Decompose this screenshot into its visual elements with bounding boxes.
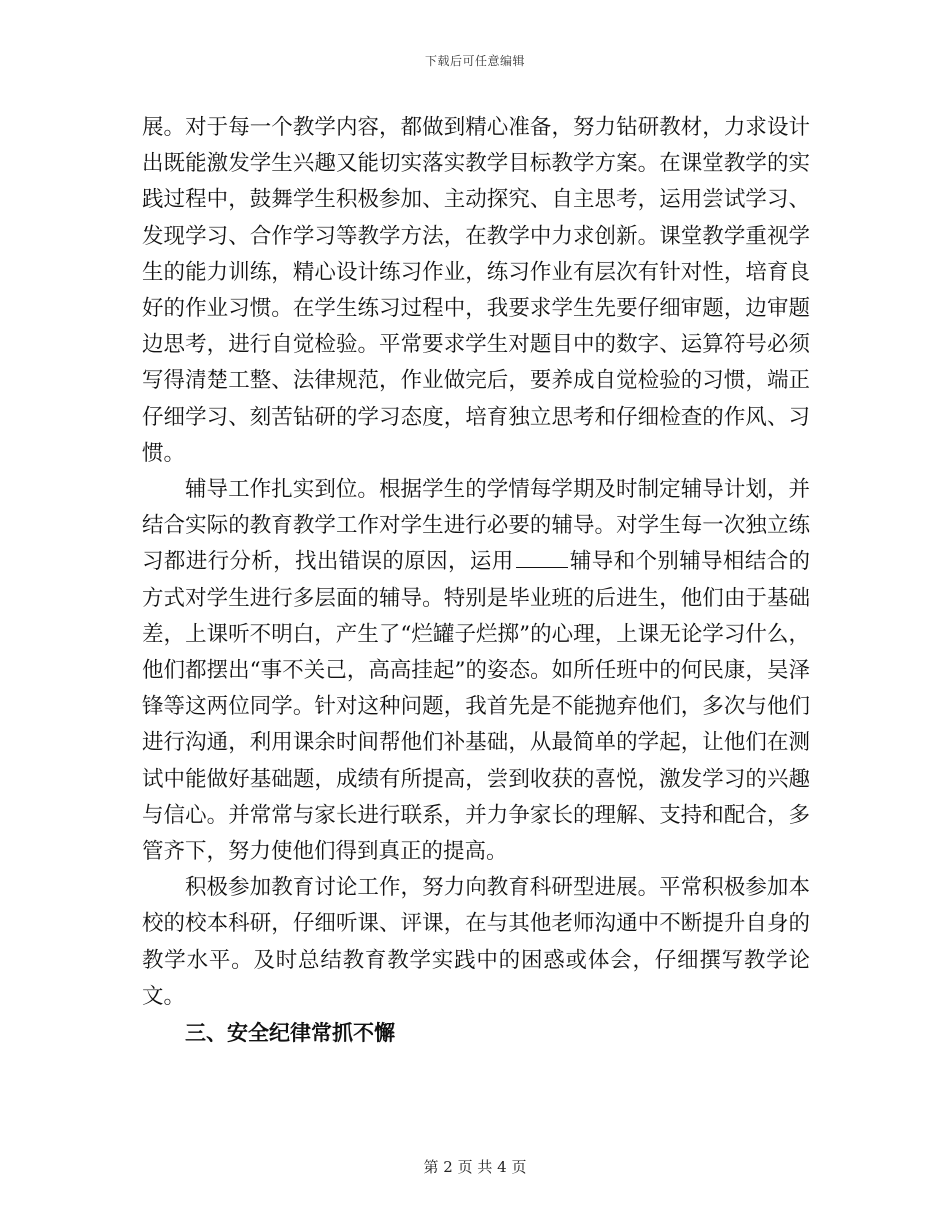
page-number-footer: 第 2 页 共 4 页 — [423, 1158, 527, 1176]
paragraph-tutoring-part2: 辅导和个别辅导相结合的方式对学生进行多层面的辅导。特别是毕业班的后进生，他们由于基础差，上课听不明白，产生了“烂罐子烂掷”的心理，上课无论学习什么，他们都摆出“事不关己，高高挂起”的姿态。如所任班中的何民康，吴泽锋等这两位同学。针对这种问题，我首先是不能抛弃他们，多次与他们进行沟通，利用课余时间帮他们补基础，从最简单的学起，让他们在测试中能做好基础题，成绩有所提高，尝到收获的喜悦，激发学习的兴趣与信心。并常常与家长进行联系，并力争家长的理解、支持和配合，多管齐下，努力使他们得到真正的提高。 — [142, 549, 810, 865]
fill-in-blank — [516, 547, 568, 568]
page-header-note: 下载后可任意编辑 — [424, 54, 525, 68]
section-heading-safety: 三、安全纪律常抓不懈 — [185, 1021, 395, 1046]
paragraph-tutoring — [142, 472, 810, 870]
paragraph-tutoring-part1: 辅导工作扎实到位。根据学生的学情每学期及时制定辅导计划，并结合实际的教育教学工作对学生进行必要的辅导。对学生每一次独立练习都进行分析，找出错误的原因，运用 — [142, 477, 810, 575]
document-body — [142, 110, 810, 1051]
paragraph-teaching-methods: 展。对于每一个教学内容，都做到精心准备，努力钻研教材，力求设计出既能激发学生兴趣又能切实落实教学目标教学方案。在课堂教学的实践过程中，鼓舞学生积极参加、主动探究、自主思考，运用尝试学习、发现学习、合作学习等教学方法，在教学中力求创新。课堂教学重视学生的能力训练，精心设计练习作业，练习作业有层次有针对性，培育良好的作业习惯。在学生练习过程中，我要求学生先要仔细审题，边审题边思考，进行自觉检验。平常要求学生对题目中的数字、运算符号必须写得清楚工整、法律规范，作业做完后，要养成自觉检验的习惯，端正仔细学习、刻苦钻研的学习态度，培育独立思考和仔细检查的作风、习惯。 — [142, 115, 810, 466]
paragraph-research: 积极参加教育讨论工作，努力向教育科研型进展。平常积极参加本校的校本科研，仔细听课、评课，在与其他老师沟通中不断提升自身的教学水平。及时总结教育教学实践中的困惑或体会，仔细撰写教学论文。 — [142, 875, 810, 1009]
